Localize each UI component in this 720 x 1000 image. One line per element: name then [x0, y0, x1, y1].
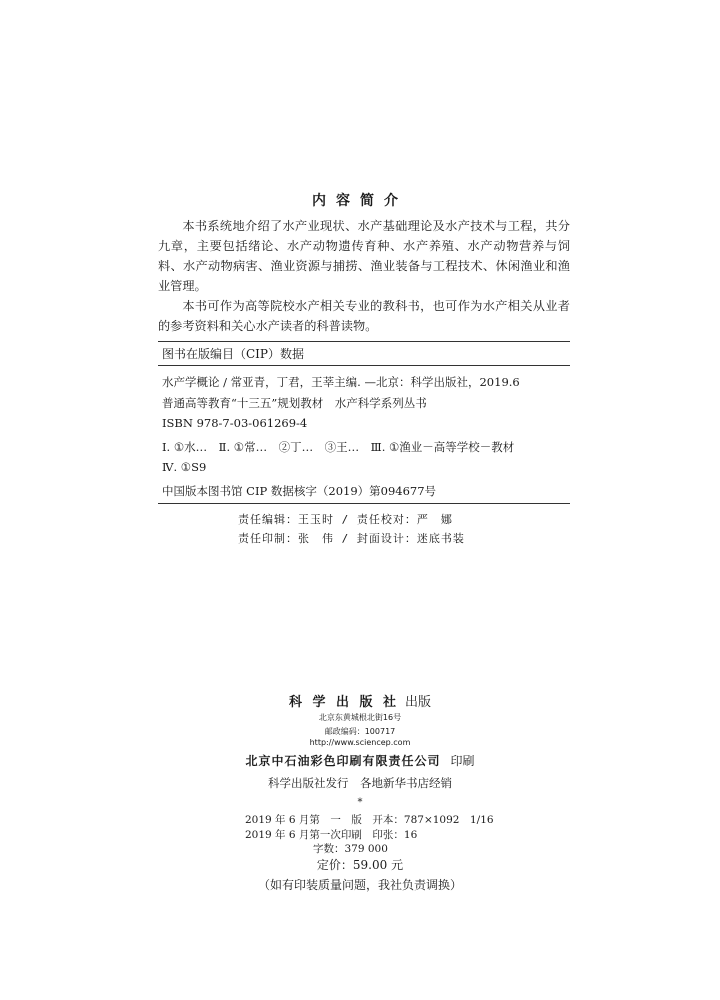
publisher-url: http://www.sciencep.com: [309, 738, 411, 747]
publisher-line: [0, 691, 720, 710]
cip-line-class: Ⅳ. ①S9: [162, 460, 207, 474]
cip-top-rule: [158, 341, 570, 342]
cip-heading: 图书在版编目（CIP）数据: [162, 347, 304, 361]
publisher-postcode: 邮政编码：100717: [324, 727, 396, 736]
credits-editor: 责任编辑：王玉时 / 责任校对：严 娜: [238, 513, 453, 526]
spec-printing: 2019 年 6 月第一次印刷 印张：16: [245, 829, 418, 841]
printer-name: 北京中石油彩色印刷有限责任公司: [245, 754, 441, 768]
credits-printing: 责任印制：张 伟 / 封面设计：迷底书装: [238, 532, 465, 545]
spec-edition: 2019 年 6 月第 一 版 开本：787×1092 1/16: [245, 814, 494, 826]
separator-star: *: [357, 797, 363, 808]
cip-line-isbn: ISBN 978-7-03-061269-4: [162, 416, 308, 430]
spec-wordcount: 字数：379 000: [313, 843, 388, 855]
distribution: 科学出版社发行 各地新华书店经销: [268, 776, 452, 790]
summary-body: [158, 216, 570, 336]
quality-notice: （如有印装质量问题，我社负责调换）: [257, 878, 462, 892]
cip-line-title: 水产学概论 / 常亚青，丁君，王莘主编. —北京：科学出版社，2019.6: [162, 375, 520, 389]
publisher-suffix: 出版: [405, 695, 432, 710]
cip-line-record: 中国版本图书馆 CIP 数据核字（2019）第094677号: [162, 484, 437, 498]
printer-line: [0, 752, 720, 769]
publisher-address: 北京东黄城根北街16号: [318, 713, 402, 722]
summary-title: 内容简介: [312, 193, 408, 209]
price: 定价：59.00 元: [316, 858, 404, 872]
summary-paragraph-1: 本书系统地介绍了水产业现状、水产基础理论及水产技术与工程，共分九章，主要包括绪论、水产动物遗传育种、水产养殖、水产动物营养与饲料、水产动物病害、渔业资源与捕捞、渔业装备与工程技术、休闲渔业和渔业管理。: [158, 219, 570, 293]
cip-heading-rule: [158, 365, 570, 366]
summary-paragraph-2: 本书可作为高等院校水产相关专业的教科书，也可作为水产相关从业者的参考资料和关心水产读者的科普读物。: [158, 299, 570, 333]
cip-bottom-rule: [158, 503, 570, 504]
cip-line-series: 普通高等教育“十三五”规划教材 水产科学系列丛书: [162, 396, 427, 410]
cip-line-subjects: Ⅰ. ①水… Ⅱ. ①常… ②丁… ③王… Ⅲ. ①渔业－高等学校－教材: [162, 440, 515, 454]
publisher-name: 科 学 出 版 社: [288, 695, 400, 710]
printer-suffix: 印刷: [450, 754, 475, 768]
